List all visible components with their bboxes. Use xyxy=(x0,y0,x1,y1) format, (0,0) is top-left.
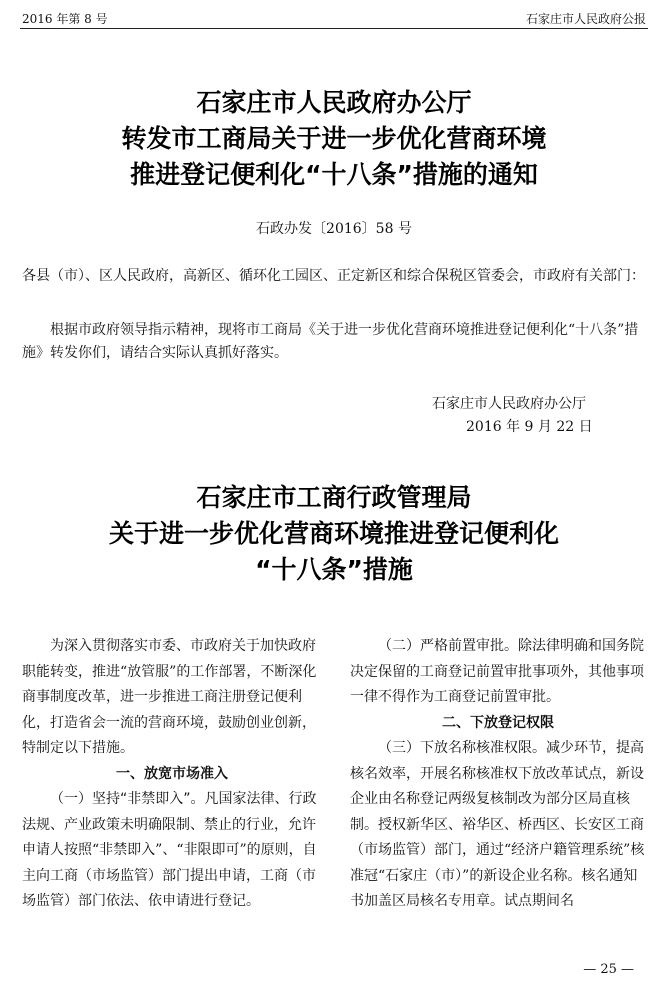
section-heading: 二、下放登记权限 xyxy=(442,714,554,731)
date: 2016 年 9 月 22 日 xyxy=(466,419,593,435)
item-label: （二）严格前置审批。 xyxy=(378,638,518,654)
item-paragraph xyxy=(350,736,646,915)
notice-title xyxy=(0,85,668,193)
item-text: 除法律明确和国务院决定保留的工商登记前置审批事项外，其他事项一律不得作为工商登记前置审批。 xyxy=(350,638,644,705)
notice-title-line: 推进登记便利化“十八条”措施的通知 xyxy=(130,160,538,189)
item-label: （三）下放名称核准权限。 xyxy=(378,740,546,756)
section-heading: 一、放宽市场准入 xyxy=(116,765,228,782)
item-label: （一）坚持“非禁即入”。 xyxy=(50,791,205,807)
document-number: 石政办发〔2016〕58 号 xyxy=(256,221,412,237)
measures-title xyxy=(0,480,668,588)
item-text: 减少环节，提高核名效率，开展名称核准权下放改革试点，新设企业由名称登记两级复核制改为部分区局直核制。授权新华区、裕华区、桥西区、长安区工商（市场监管）部门，通过“经济户籍管理系统”核准冠“石家庄（市）”的新设企业名称。核名通知书加盖区局核名专用章。试点期间名 xyxy=(350,740,645,909)
addressee: 各县（市）、区人民政府，高新区、循环化工园区、正定新区和综合保税区管委会，市政府有关部门： xyxy=(22,268,645,284)
intro-paragraph: 为深入贯彻落实市委、市政府关于加快政府职能转变，推进“放管服”的工作部署，不断深化商事制度改革，进一步推进工商注册登记便利化，打造省会一流的营商环境，鼓励创业创新，特制定以下措施。 xyxy=(22,638,317,756)
running-header xyxy=(20,6,648,29)
issue-label: 2016 年第 8 号 xyxy=(22,12,108,26)
signature: 石家庄市人民政府办公厅 xyxy=(432,396,586,412)
left-column xyxy=(22,634,322,915)
right-column xyxy=(350,634,646,915)
item-text: 凡国家法律、行政法规、产业政策未明确限制、禁止的行业，允许申请人按照“非禁即入”、“非限即可”的原则，自主向工商（市场监管）部门提出申请，工商（市场监管）部门依法、依申请进行登记。 xyxy=(22,791,317,909)
publication-name: 石家庄市人民政府公报 xyxy=(525,12,646,26)
measures-title-line: 石家庄市工商行政管理局 xyxy=(196,483,472,512)
measures-title-line: “十八条”措施 xyxy=(255,555,413,584)
notice-body: 根据市政府领导指示精神，现将市工商局《关于进一步优化营商环境推进登记便利化“十八条”措施》转发你们，请结合实际认真抓好落实。 xyxy=(22,322,639,361)
item-paragraph xyxy=(350,634,646,711)
notice-title-line: 石家庄市人民政府办公厅 xyxy=(196,88,472,117)
item-paragraph xyxy=(22,787,322,915)
notice-title-line: 转发市工商局关于进一步优化营商环境 xyxy=(121,124,547,153)
measures-title-line: 关于进一步优化营商环境推进登记便利化 xyxy=(108,519,559,548)
page-number: — 25 — xyxy=(583,962,634,977)
